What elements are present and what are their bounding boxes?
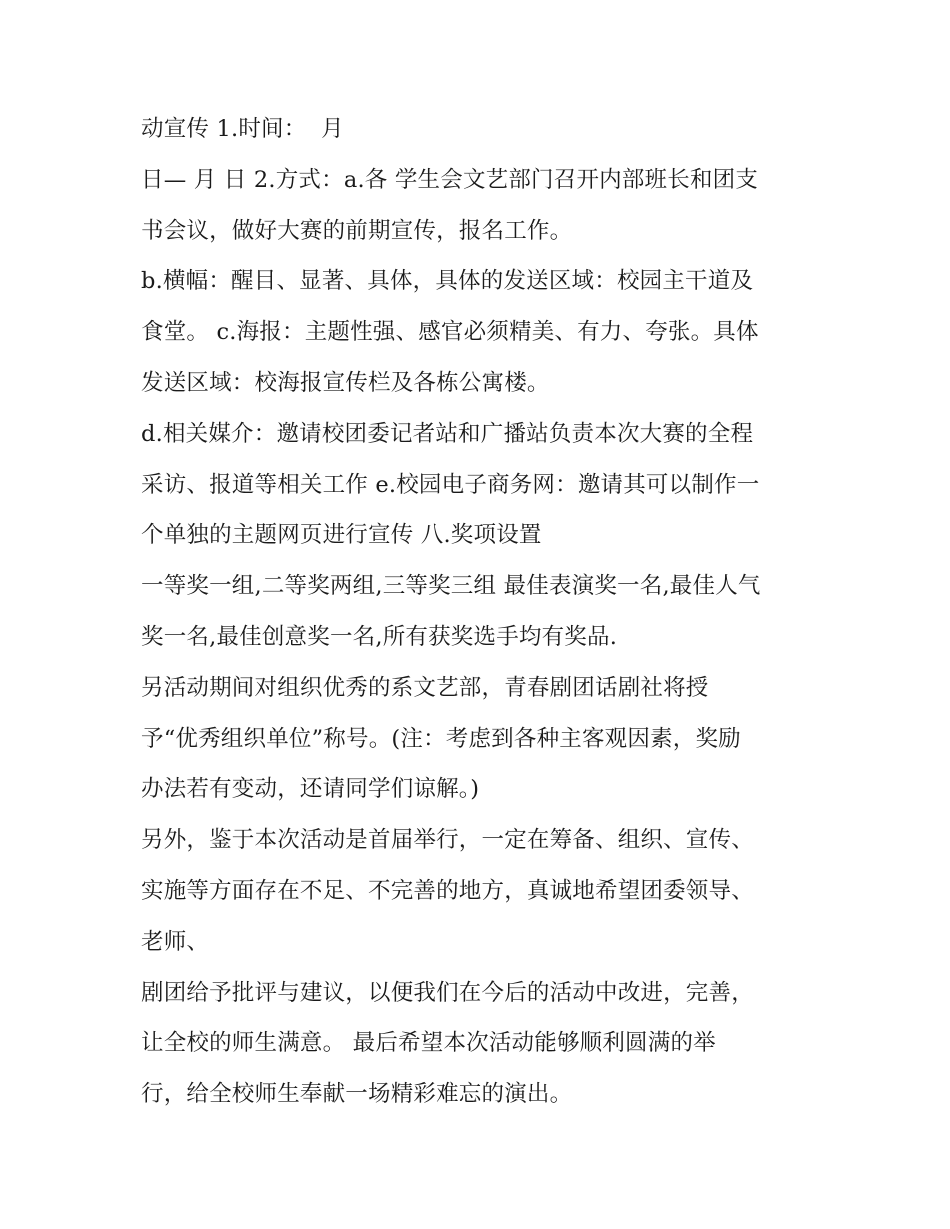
text-line: 行，给全校师生奉献一场精彩难忘的演出。	[141, 1081, 573, 1108]
document-body	[141, 110, 821, 1126]
text-line: 日— 月 日 2.方式：a.各 学生会文艺部门召开内部班长和团支	[141, 166, 759, 193]
text-line: b.横幅：醒目、显著、具体，具体的发送区域：校园主干道及	[141, 268, 754, 295]
text-line: 食堂。 c.海报：主题性强、感官必须精美、有力、夸张。具体	[141, 319, 759, 346]
text-line: 让全校的师生满意。 最后希望本次活动能够顺利圆满的举	[141, 1030, 716, 1057]
text-line: 一等奖一组,二等奖两组,三等奖三组 最佳表演奖一名,最佳人气	[141, 573, 761, 600]
text-line: 发送区域：校海报宣传栏及各栋公寓楼。	[141, 369, 550, 396]
text-line: 奖一名,最佳创意奖一名,所有获奖选手均有奖品.	[141, 623, 618, 650]
text-line: 办法若有变动，还请同学们谅解。)	[141, 776, 480, 803]
text-line: 书会议，做好大赛的前期宣传，报名工作。	[141, 217, 573, 244]
text-line: 实施等方面存在不足、不完善的地方，真诚地希望团委领导、	[141, 877, 754, 904]
text-line: 老师、	[141, 928, 210, 955]
text-line: 另外，鉴于本次活动是首届举行，一定在筹备、组织、宣传、	[141, 827, 754, 854]
text-line: d.相关媒介：邀请校团委记者站和广播站负责本次大赛的全程	[141, 420, 754, 447]
text-line: 个单独的主题网页进行宣传 八.奖项设置	[141, 522, 542, 549]
text-line: 剧团给予批评与建议，以便我们在今后的活动中改进，完善，	[141, 979, 754, 1006]
text-line: 另活动期间对组织优秀的系文艺部，青春剧团话剧社将授	[141, 674, 709, 701]
text-line: 采访、报道等相关工作 e.校园电子商务网：邀请其可以制作一	[141, 471, 760, 498]
text-line: 予“优秀组织单位”称号。(注：考虑到各种主客观因素，奖励	[141, 725, 741, 752]
text-line: 动宣传 1.时间： 月	[141, 116, 344, 142]
